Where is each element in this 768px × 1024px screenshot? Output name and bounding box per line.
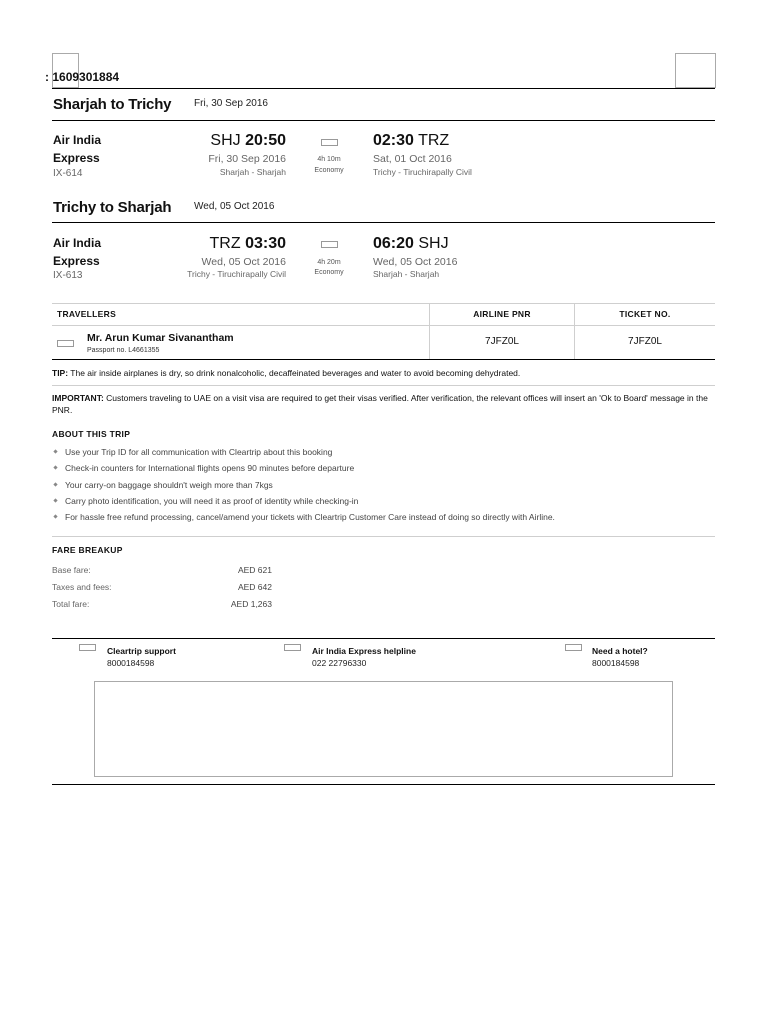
divider [52, 120, 715, 121]
cabin-class: Economy [314, 269, 344, 276]
arrival-time: 02:30 TRZ [373, 132, 450, 149]
trip-id-prefix: : [45, 70, 49, 84]
traveller-name: Mr. Arun Kumar Sivanantham [87, 332, 234, 344]
taxes-label: Taxes and fees: [52, 582, 112, 592]
airline-name: Air India Express [53, 236, 102, 268]
airline-helpline-number: 022 22796330 [312, 658, 367, 668]
divider [52, 88, 715, 89]
trip-id [45, 70, 119, 84]
airline-pnr-header: AIRLINE PNR [473, 309, 531, 319]
departure-time: SHJ 20:50 [210, 132, 286, 149]
list-item: Check-in counters for International flights opens 90 minutes before departure [52, 463, 712, 479]
hotel-help-title: Need a hotel? [592, 646, 648, 656]
flight-segment [53, 131, 713, 181]
departure-place: Trichy - Tiruchirapally Civil [187, 269, 286, 279]
passport-number: Passport no. L4661355 [87, 347, 160, 354]
flight-number: IX-613 [53, 270, 83, 281]
divider [52, 359, 715, 360]
arrival-time: 06:20 SHJ [373, 235, 449, 252]
flight-number: IX-614 [53, 168, 83, 179]
divider [52, 385, 715, 386]
divider [52, 638, 715, 639]
departure-time: TRZ 03:30 [209, 235, 286, 252]
route-title: Sharjah to Trichy [53, 96, 172, 113]
about-trip-heading: ABOUT THIS TRIP [52, 429, 131, 439]
cleartrip-support-title: Cleartrip support [107, 646, 176, 656]
airline-name: Air India Express [53, 133, 102, 165]
duration: 4h 20m [317, 259, 341, 266]
departure-place: Sharjah - Sharjah [219, 167, 286, 177]
divider [52, 536, 715, 537]
airline-pnr: 7JFZ0L [485, 336, 519, 347]
route-date: Fri, 30 Sep 2016 [194, 98, 268, 109]
arrival-date: Wed, 05 Oct 2016 [373, 256, 458, 268]
departure-date: Fri, 30 Sep 2016 [208, 153, 286, 165]
arrival-place: Trichy - Tiruchirapally Civil [373, 167, 472, 177]
fare-breakup-heading: FARE BREAKUP [52, 545, 123, 555]
advertisement-banner [94, 681, 673, 777]
phone-icon [284, 644, 301, 651]
phone-icon [79, 644, 96, 651]
total-fare-label: Total fare: [52, 599, 90, 609]
about-trip-list [52, 447, 712, 528]
list-item: Carry photo identification, you will need it as proof of identity while checking-in [52, 496, 712, 512]
important-note: IMPORTANT: Customers traveling to UAE on a visit visa are required to get their visas verified. After verification, the relevant offices will insert an 'Ok to Board' message in the PNR. [52, 393, 708, 415]
departure-date: Wed, 05 Oct 2016 [201, 256, 286, 268]
airline-helpline-title: Air India Express helpline [312, 646, 416, 656]
table-row [52, 326, 715, 359]
flight-segment [53, 234, 713, 284]
travellers-header: TRAVELLERS [57, 309, 117, 319]
hotel-help-number: 8000184598 [592, 658, 640, 668]
base-fare-label: Base fare: [52, 565, 91, 575]
ticket-no-header: TICKET NO. [619, 309, 671, 319]
arrival-date: Sat, 01 Oct 2016 [373, 153, 452, 165]
arrival-place: Sharjah - Sharjah [373, 269, 440, 279]
tip-note: TIP: The air inside airplanes is dry, so drink nonalcoholic, decaffeinated beverages and water to avoid becoming dehydrated. [52, 368, 521, 378]
total-fare-value: AED 1,263 [230, 599, 272, 609]
barcode-placeholder [675, 53, 716, 88]
route-date: Wed, 05 Oct 2016 [194, 201, 275, 212]
plane-icon [321, 139, 338, 146]
list-item: For hassle free refund processing, cancel/amend your tickets with Cleartrip Customer Care instead of doing so directly with Airline. [52, 512, 712, 528]
cleartrip-support-number: 8000184598 [107, 658, 155, 668]
base-fare-value: AED 621 [237, 565, 272, 575]
cabin-class: Economy [314, 167, 344, 174]
ticket-number: 7JFZ0L [628, 336, 662, 347]
route-title: Trichy to Sharjah [53, 199, 172, 216]
duration: 4h 10m [317, 156, 341, 163]
traveller-icon [57, 340, 74, 347]
trip-id-value: 1609301884 [52, 70, 120, 84]
divider [52, 222, 715, 223]
plane-icon [321, 241, 338, 248]
divider [52, 784, 715, 785]
hotel-icon [565, 644, 582, 651]
table-top-border [52, 303, 715, 304]
taxes-value: AED 642 [237, 582, 272, 592]
list-item: Your carry-on baggage shouldn't weigh more than 7kgs [52, 480, 712, 496]
list-item: Use your Trip ID for all communication with Cleartrip about this booking [52, 447, 712, 463]
